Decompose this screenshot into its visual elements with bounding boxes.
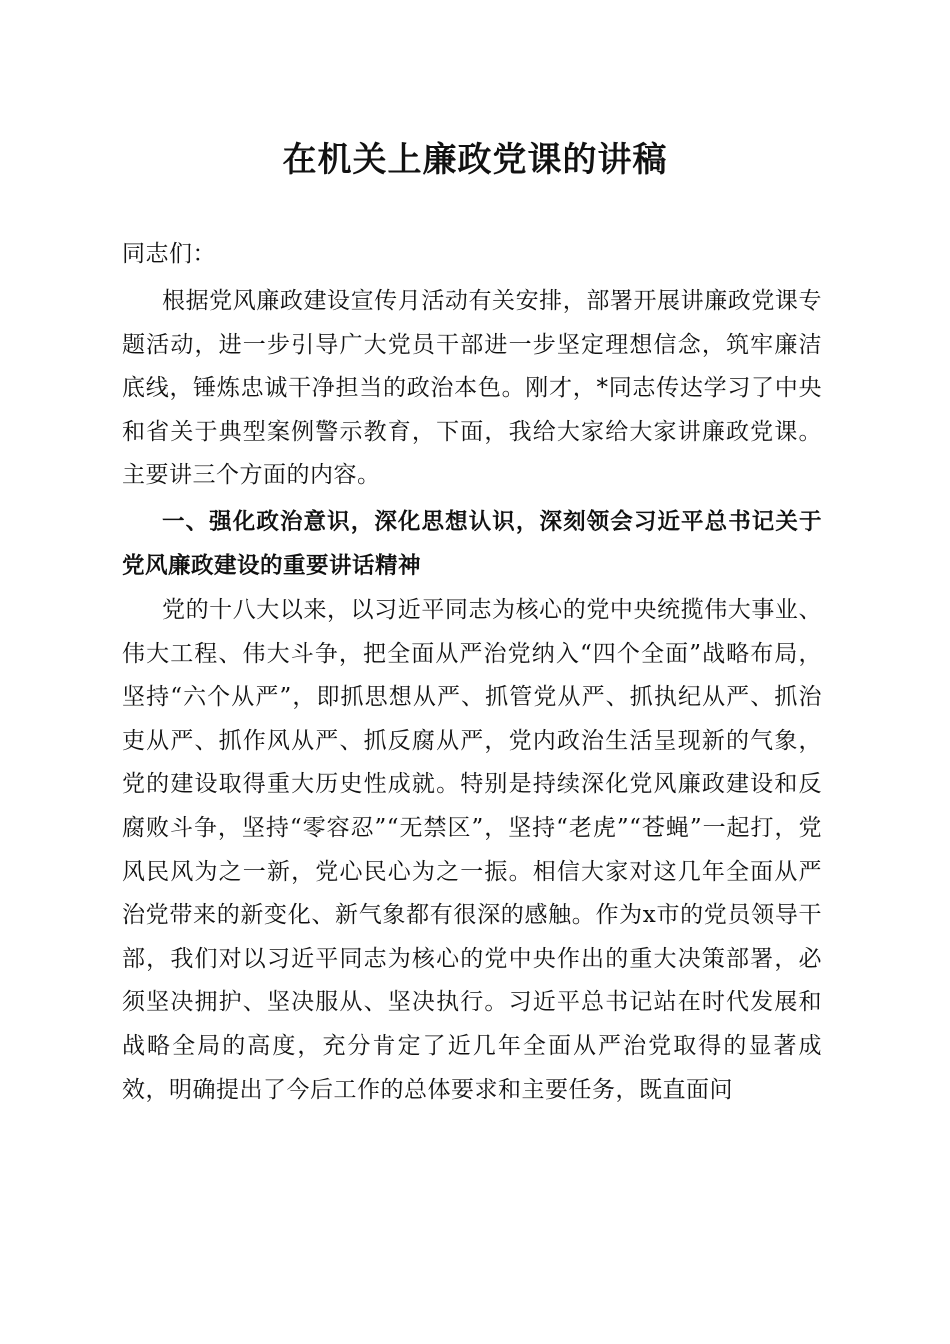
section-paragraph: 党的十八大以来，以习近平同志为核心的党中央统揽伟大事业、伟大工程、伟大斗争，把全面从严治党纳入“四个全面”战略布局，坚持“六个从严”，即抓思想从严、抓管党从严、抓执纪从严、抓治吏从严、抓作风从严、抓反腐从严，党内政治生活呈现新的气象，党的建设取得重大历史性成就。特别是持续深化党风廉政建设和反腐败斗争，坚持“零容忍”“无禁区”，坚持“老虎”“苍蝇”一起打，党风民风为之一新，党心民心为之一振。相信大家对这几年全面从严治党带来的新变化、新气象都有很深的感触。作为x市的党员领导干部，我们对以习近平同志为核心的党中央作出的重大决策部署，必须坚决拥护、坚决服从、坚决执行。习近平总书记站在时代发展和战略全局的高度，充分肯定了近几年全面从严治党取得的显著成效，明确提出了今后工作的总体要求和主要任务，既直面问 (122, 597, 822, 1103)
document-title: 在机关上廉政党课的讲稿 (282, 140, 668, 180)
intro-paragraph: 根据党风廉政建设宣传月活动有关安排，部署开展讲廉政党课专题活动，进一步引导广大党员干部进一步坚定理想信念，筑牢廉洁底线，锤炼忠诚干净担当的政治本色。刚才，*同志传达学习了中央和省关于典型案例警示教育，下面，我给大家给大家讲廉政党课。主要讲三个方面的内容。 (122, 288, 822, 489)
salutation: 同志们： (122, 241, 216, 267)
section-heading: 一、强化政治意识，深化思想认识，深刻领会习近平总书记关于党风廉政建设的重要讲话精神 (122, 509, 822, 579)
